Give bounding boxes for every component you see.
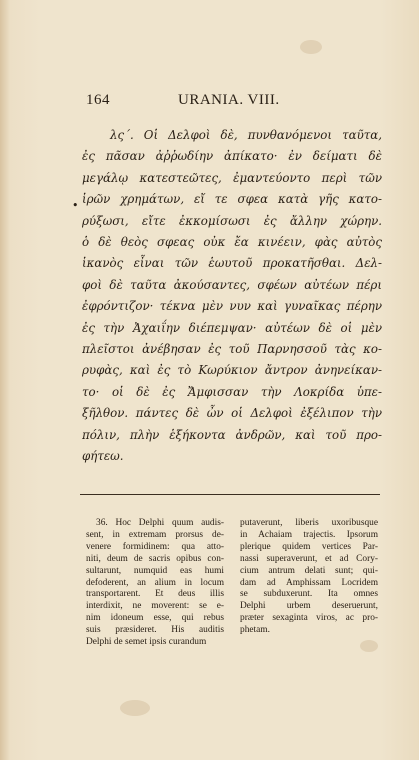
running-title: URANIA. VIII. xyxy=(178,92,280,108)
note-line: nassi superaverunt, et ad Cory- xyxy=(240,553,378,564)
note-line: cium antrum delati sunt; qui- xyxy=(240,565,378,576)
note-line: se subduxerunt. Ita omnes xyxy=(240,589,378,600)
note-line: plerique quidem vertices Par- xyxy=(240,541,378,552)
paper-stain xyxy=(300,40,322,54)
note-line: sent, in extremam prorsus de- xyxy=(86,529,224,540)
greek-line: μεγάλῳ κατεστεῶτες, ἐμαντεύοντο περὶ τῶν xyxy=(82,170,382,185)
greek-line: ρύξωσι, εἴτε ἐκκομίσωσι ἐς ἄλλην χώρην. xyxy=(82,213,382,228)
greek-line: πόλιν, πλὴν ἑξήκοντα ἀνδρῶν, καὶ τοῦ προ- xyxy=(82,427,382,442)
note-line: 36. Hoc Delphi quum audis- xyxy=(96,518,224,528)
greek-line: ἱκανὸς εἶναι τῶν ἑωυτοῦ προκατῆσθαι. Δελ- xyxy=(82,256,382,271)
greek-line: λς΄. Οἱ Δελφοὶ δὲ, πυνθανόμενοι ταῦτα, xyxy=(110,128,382,142)
note-line: dam ad Amphissam Locridem xyxy=(240,577,378,588)
greek-line: πλεῖστοι ἀνέβησαν ἐς τοῦ Παρνησσοῦ τὰς κο- xyxy=(82,342,382,357)
separator-rule xyxy=(80,494,380,495)
note-line: præter sexaginta viros, ac pro- xyxy=(240,613,378,624)
note-line: niti, deum de sacris opibus con- xyxy=(86,553,224,564)
note-line: phetam. xyxy=(240,625,270,636)
notes-column-right xyxy=(240,518,378,637)
page-header xyxy=(86,92,366,110)
note-line: nim idoneum esse, qui rebus xyxy=(86,613,224,624)
paper-stain xyxy=(120,700,150,716)
greek-line: το· οἱ δὲ ἐς Ἄμφισσαν τὴν Λοκρίδα ὑπε- xyxy=(82,384,382,399)
note-line: putaverunt, liberis uxoribusque xyxy=(240,518,378,528)
note-line: suis præsideret. His auditis xyxy=(86,625,224,636)
note-line: venere formidinem: qua atto- xyxy=(86,541,224,552)
note-line: defoderent, an alium in locum xyxy=(86,577,224,588)
notes-column-left xyxy=(86,518,224,649)
greek-text-block xyxy=(82,125,382,468)
note-line: interdixit, ne moverent: se e- xyxy=(86,601,224,612)
greek-line: φοὶ δὲ ταῦτα ἀκούσαντες, σφέων αὐτέων πέρι xyxy=(82,277,382,292)
page-number: 164 xyxy=(86,92,110,108)
greek-line: ξῆλθον. πάντες δὲ ὦν οἱ Δελφοὶ ἐξέλιπον τὴν xyxy=(82,406,382,421)
marginal-mark: • xyxy=(72,199,79,212)
note-line: transportarent. Et deus illis xyxy=(86,589,224,600)
note-line: Delphi de semet ipsis curandum xyxy=(86,637,207,648)
note-line: Delphi urbem deseruerunt, xyxy=(240,601,378,612)
greek-line: ὁ δὲ θεὸς σφεας οὐκ ἔα κινέειν, φὰς αὐτὸς xyxy=(82,235,382,250)
greek-line: ρυφὰς, καὶ ἐς τὸ Κωρύκιον ἄντρον ἀνηνείκαν- xyxy=(82,363,382,378)
greek-line: ἐς τὴν Ἀχαιΐην διέπεμψαν· αὐτέων δὲ οἱ μὲν xyxy=(82,320,382,335)
greek-line: ἱρῶν χρημάτων, εἴ τε σφεα κατὰ γῆς κατο- xyxy=(82,192,382,207)
latin-notes xyxy=(86,518,386,668)
note-line: in Achaiam trajectis. Ipsorum xyxy=(240,529,378,540)
greek-line: ἐφρόντιζον· τέκνα μὲν νυν καὶ γυναῖκας πέρην xyxy=(82,299,382,314)
greek-line: φήτεω. xyxy=(82,449,124,464)
note-line: sultarunt, numquid eas humi xyxy=(86,565,224,576)
greek-line: ἐς πᾶσαν ἀῤῥωδίην ἀπίκατο· ἐν δείματι δὲ xyxy=(82,149,382,164)
